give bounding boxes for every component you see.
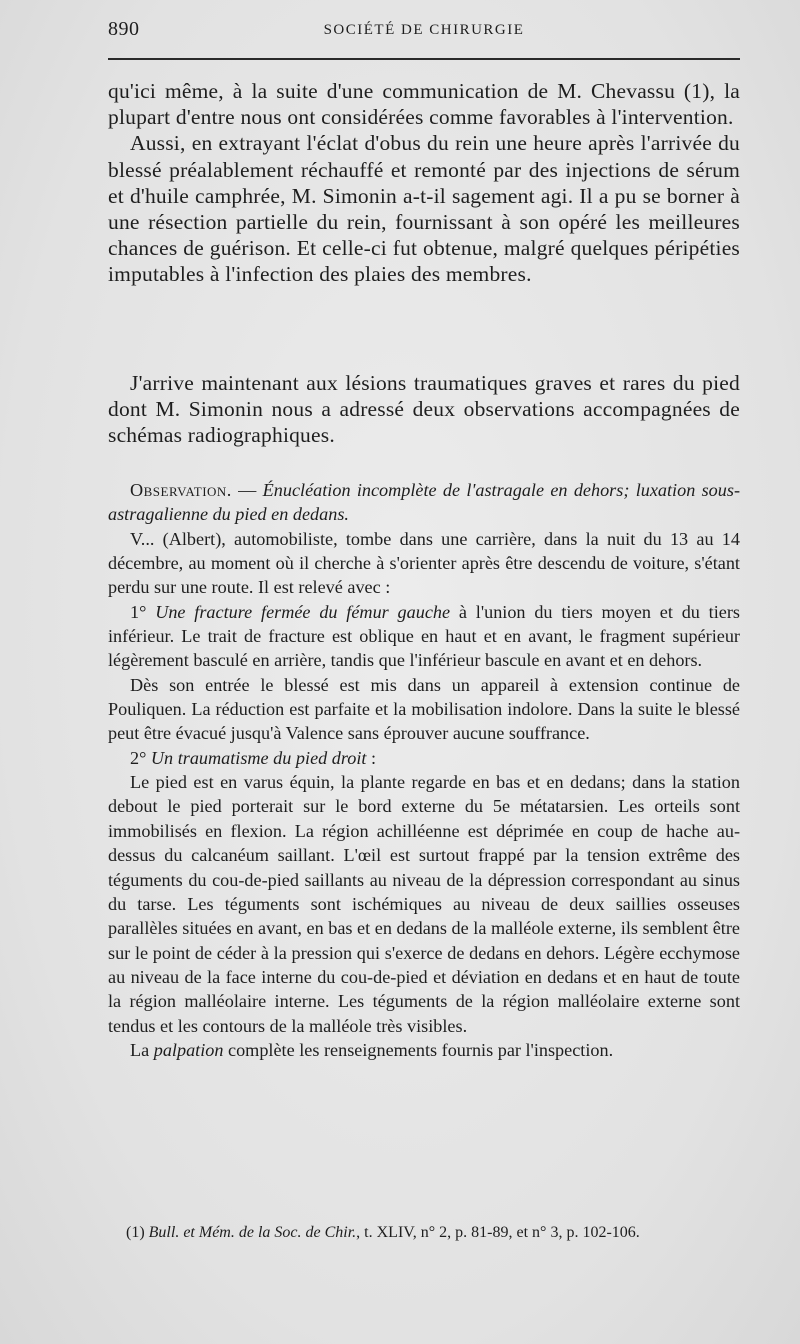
- footnote-marker: (1): [126, 1224, 149, 1241]
- paragraph-simonin-kidney: Aussi, en extrayant l'éclat d'obus du rein une heure après l'arrivée du blessé préalablement réchauffé et remonté par des injections de sérum et d'huile camphrée, M. Simonin a-t-il sagement agi. Il a pu se borner à une résection partielle du rein, fournissant à son opéré les meilleures chances de guérison. Et celle-ci fut obtenue, malgré quelques péripéties imputables à l'infection des plaies des membres.: [108, 131, 740, 287]
- footnote-text: (1) Bull. et Mém. de la Soc. de Chir., t. XLIV, n° 2, p. 81-89, et n° 3, p. 102-106.: [126, 1224, 640, 1241]
- observation-case-intro: V... (Albert), automobiliste, tombe dans une carrière, dans la nuit du 13 au 14 décembre, au moment où il cherche à s'orienter après être descendu de voiture, s'étant perdu sur une route. Il est relevé avec :: [108, 528, 740, 598]
- palpation-term: palpation: [153, 1039, 224, 1060]
- page-number: 890: [108, 18, 140, 40]
- observation-title: Énucléation incomplète de l'astragale en dehors; luxation sous-astragalienne du pied en dedans.: [108, 480, 741, 525]
- running-title: SOCIÉTÉ DE CHIRURGIE: [323, 22, 525, 38]
- observation-palpation: La palpation complète les renseignements fournis par l'inspection.: [130, 1039, 614, 1060]
- item-femur-title: Une fracture fermée du fémur gauche: [155, 601, 451, 622]
- item-foot-title: Un traumatisme du pied droit: [150, 747, 367, 768]
- observation-item-femur: 1° Une fracture fermée du fémur gauche à l'union du tiers moyen et du tiers inférieur. Le trait de fracture est oblique en haut et en avant, le fragment supérieur légèrement basculé en arrière, tandis que l'inférieur bascule en avant et en dehors.: [108, 601, 741, 671]
- observation-treatment: Dès son entrée le blessé est mis dans un appareil à extension continue de Pouliquen. La réduction est parfaite et la mobilisation indolore. Dans la suite le blessé peut être évacué jusqu'à Valence sans éprouver aucune souffrance.: [108, 674, 740, 744]
- observation-foot-description: Le pied est en varus équin, la plante regarde en bas et en dedans; dans la station debout le pied porterait sur le bord externe du 5e métatarsien. Les orteils sont immobilisés en flexion. La région achilléenne est déprimée en coup de hache au-dessus du calcanéum saillant. L'œil est surtout frappé par la tension extrême des téguments du cou-de-pied saillants au niveau de la dépression correspondant au sinus du tarse. Les téguments sont ischémiques au niveau de deux saillies osseuses parallèles situées en avant, en bas et en dedans de la malléole externe, ils semblent être sur le point de céder à la pression qui s'exerce de dedans en dehors. Légère ecchymose au niveau de la face interne du cou-de-pied et déviation en dedans et en haut de toute la région malléolaire interne. Les téguments de la région malléolaire externe sont tendus et les contours de la malléole très visibles.: [108, 772, 740, 1036]
- footnote: [108, 1222, 740, 1244]
- transition-text: [108, 370, 740, 449]
- page-header: [108, 18, 740, 46]
- observation-item-foot: 2° Un traumatisme du pied droit :: [130, 747, 377, 768]
- observation-heading: Observation. — Énucléation incomplète de l'astragale en dehors; luxation sous-astragalienne du pied en dedans.: [108, 480, 741, 525]
- header-rule: [108, 58, 740, 60]
- intro-text: [108, 78, 740, 288]
- footnote-source: Bull. et Mém. de la Soc. de Chir.: [148, 1224, 357, 1241]
- paragraph-foot-lesions: J'arrive maintenant aux lésions traumatiques graves et rares du pied dont M. Simonin nous a adressé deux observations accompagnées de schémas radiographiques.: [108, 371, 740, 448]
- paragraph-continuation: qu'ici même, à la suite d'une communication de M. Chevassu (1), la plupart d'entre nous ont considérées comme favorables à l'intervention.: [108, 79, 740, 130]
- observation-label: Observation.: [130, 480, 232, 500]
- observation-section: [108, 478, 740, 1062]
